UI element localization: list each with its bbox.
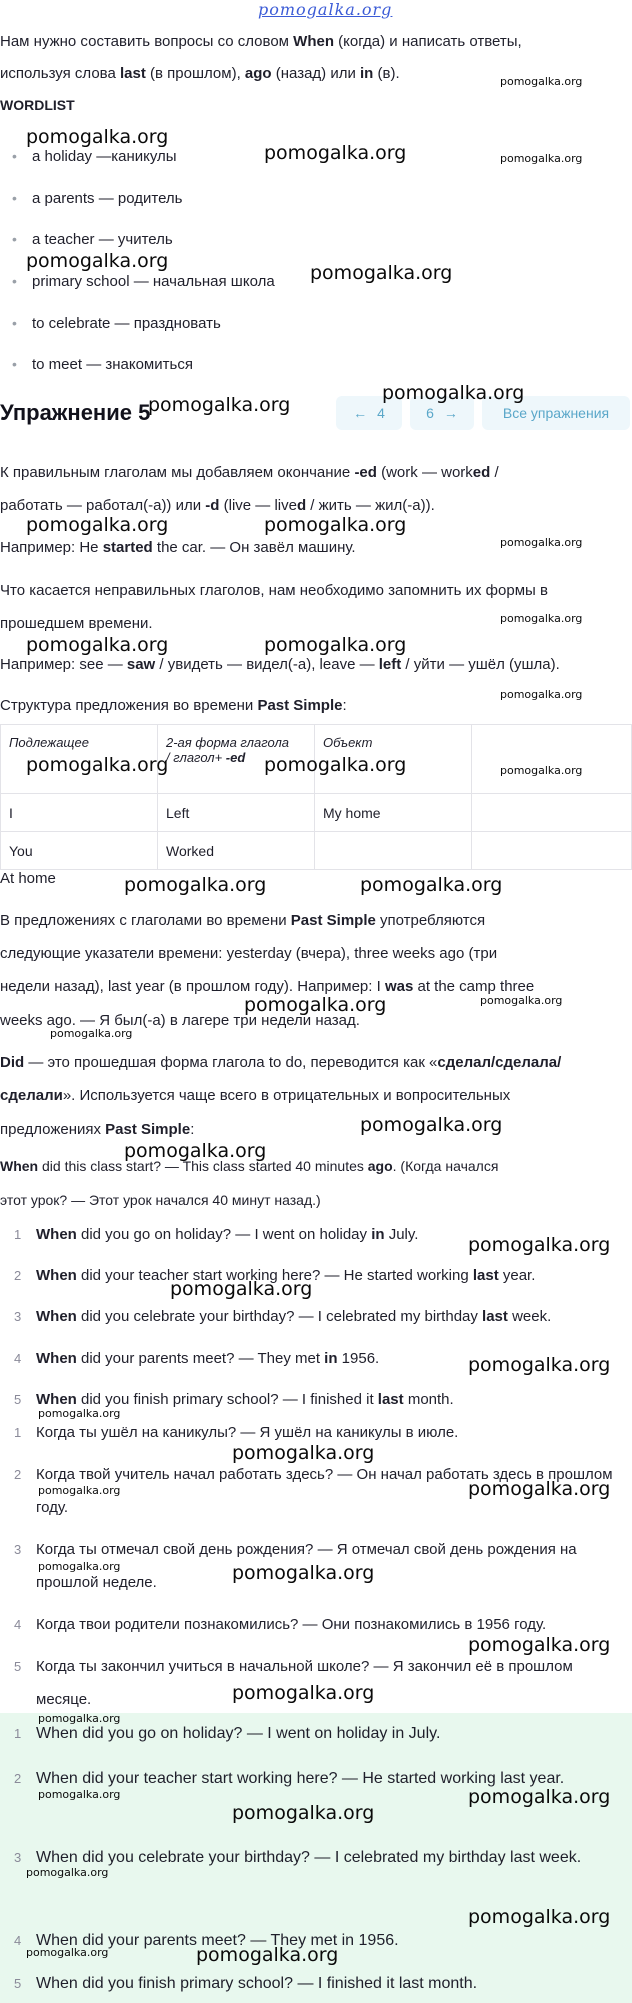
all-exercises-button[interactable]: Все упражнения [482,396,630,430]
next-exercise-button[interactable]: 6 → [410,396,474,430]
watermark: pomogalka.org [500,536,583,549]
text-line: weeks ago. — Я был(-а) в лагере три недели назад. [0,1012,360,1029]
watermark: pomogalka.org [124,1140,267,1162]
wordlist-heading: WORDLIST [0,97,75,113]
table-header-row: Подлежащее 2-ая форма глагола / глагол+ -ed Объект [1,725,632,794]
prev-exercise-button[interactable]: ← 4 [336,396,402,430]
watermark: pomogalka.org [170,1278,313,1300]
text-line: следующие указатели времени: yesterday (вчера), three weeks ago (три [0,945,498,962]
text-line: At home [0,870,56,887]
watermark: pomogalka.org [500,75,583,88]
theory-line: прошедшем времени. [0,615,153,632]
watermark: pomogalka.org [26,634,169,656]
watermark: pomogalka.org [480,994,563,1007]
theory-line: К правильным глаголам мы добавляем окончание -ed (work — worked / [0,464,499,481]
watermark: pomogalka.org [468,1634,611,1656]
watermark: pomogalka.org [38,1484,121,1497]
watermark: pomogalka.org [500,612,583,625]
text-line: When did this class start? — This class started 40 minutes ago. (Когда начался [0,1158,499,1174]
watermark: pomogalka.org [310,262,453,284]
watermark: pomogalka.org [232,1682,375,1704]
intro-line-2: используя слова last (в прошлом), ago (назад) или in (в). [0,65,400,82]
watermark: pomogalka.org [38,1560,121,1573]
table-row: I Left My home [1,794,632,832]
theory-line: работать — работал(-а)) или -d (live — lived / жить — жил(-а)). [0,497,435,514]
watermark: pomogalka.org [26,250,169,272]
watermark: pomogalka.org [26,1866,109,1879]
watermark: pomogalka.org [382,382,525,404]
watermark: pomogalka.org [26,1946,109,1959]
watermark: pomogalka.org [38,1407,121,1420]
watermark: pomogalka.org [468,1478,611,1500]
text-line: недели назад), last year (в прошлом году). Например: I was at the camp three [0,978,535,995]
theory-line: Структура предложения во времени Past Simple: [0,697,347,714]
watermark: pomogalka.org [264,754,407,776]
watermark: pomogalka.org [244,994,387,1016]
text-line: сделали». Используется чаще всего в отрицательных и вопросительных [0,1087,511,1104]
watermark: pomogalka.org [500,152,583,165]
theory-line: Например: see — saw / увидеть — видел(-а), leave — left / уйти — ушёл (ушла). [0,656,560,673]
page-title: Упражнение 5 [0,400,151,425]
watermark: pomogalka.org [468,1786,611,1808]
theory-line: Например: Не started the car. — Он завёл машину. [0,539,356,556]
arrow-left-icon: ← [353,405,368,421]
watermark: pomogalka.org [50,1027,133,1040]
structure-table [0,724,632,870]
watermark: pomogalka.org [196,1944,339,1966]
watermark: pomogalka.org [468,1354,611,1376]
watermark: pomogalka.org [232,1562,375,1584]
watermark: pomogalka.org [26,514,169,536]
watermark: pomogalka.org [468,1906,611,1928]
text-line: этот урок? — Этот урок начался 40 минут назад.) [0,1192,321,1208]
watermark: pomogalka.org [264,634,407,656]
site-logo: pomogalka.org [258,0,393,19]
arrow-right-icon: → [443,405,458,421]
watermark: pomogalka.org [360,1114,503,1136]
watermark: pomogalka.org [38,1712,121,1725]
watermark: pomogalka.org [124,874,267,896]
watermark: pomogalka.org [232,1442,375,1464]
watermark: pomogalka.org [232,1802,375,1824]
watermark: pomogalka.org [264,514,407,536]
watermark: pomogalka.org [360,874,503,896]
text-line: В предложениях с глаголами во времени Past Simple употребляются [0,912,486,929]
text-line: Did — это прошедшая форма глагола to do, переводится как «сделал/сделала/ [0,1054,562,1071]
watermark: pomogalka.org [500,764,583,777]
theory-line: Что касается неправильных глаголов, нам необходимо запомнить их формы в [0,582,548,599]
watermark: pomogalka.org [500,688,583,701]
watermark: pomogalka.org [264,142,407,164]
watermark: pomogalka.org [148,394,291,416]
table-row: You Worked [1,832,632,870]
text-line: предложениях Past Simple: [0,1121,195,1138]
intro-line-1: Нам нужно составить вопросы со словом When (когда) и написать ответы, [0,33,522,50]
watermark: pomogalka.org [26,126,169,148]
watermark: pomogalka.org [26,754,169,776]
watermark: pomogalka.org [468,1234,611,1256]
watermark: pomogalka.org [38,1788,121,1801]
